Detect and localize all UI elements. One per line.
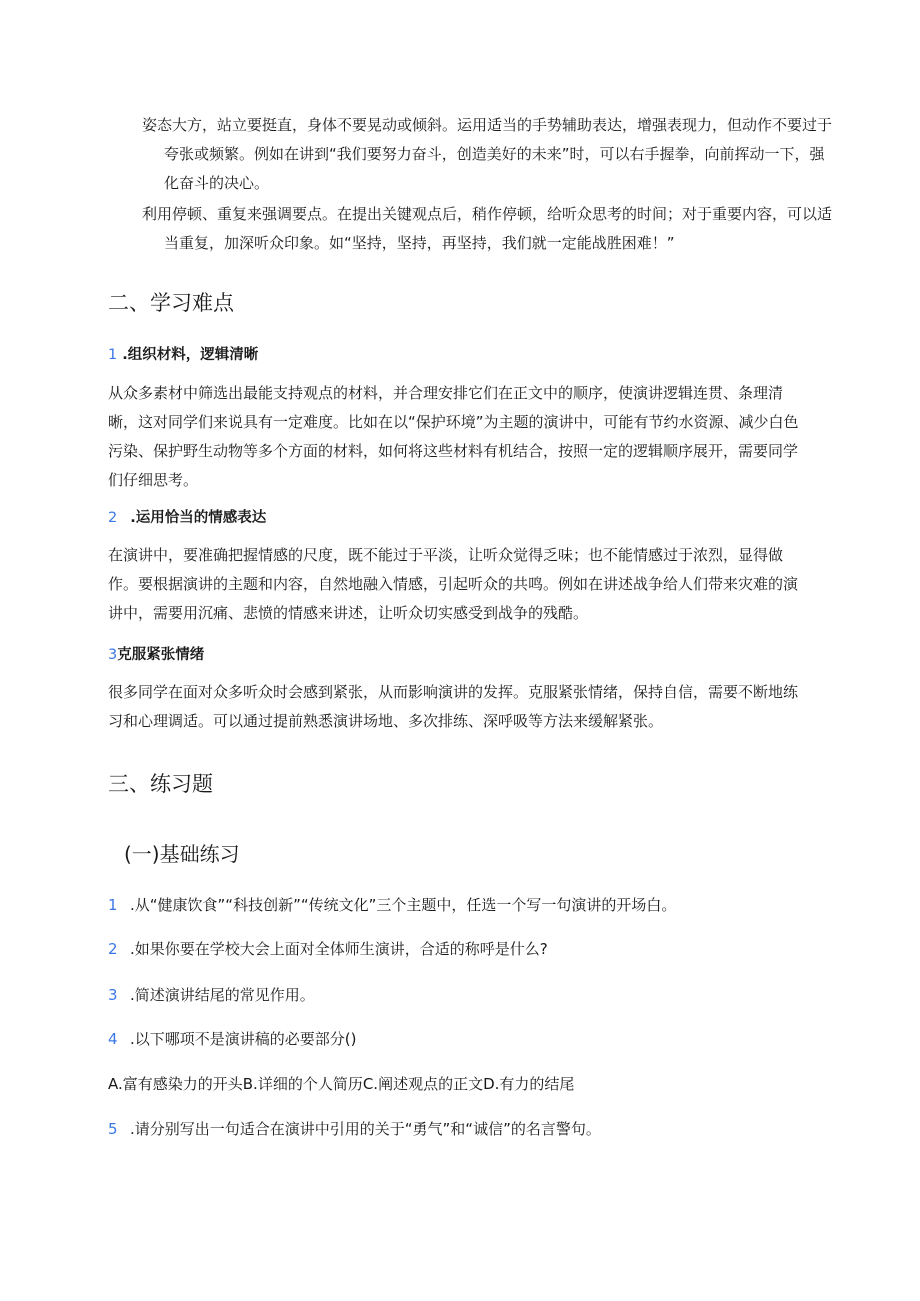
- difficulty-3-title: 克服紧张情绪: [117, 647, 205, 663]
- question-3-text: .简述演讲结尾的常见作用。: [130, 986, 315, 1004]
- difficulty-1-title: .组织材料，逻辑清晰: [122, 347, 259, 363]
- question-4: [108, 1027, 356, 1051]
- question-5-text: .请分别写出一句适合在演讲中引用的关于“勇气”和“诚信”的名言警句。: [130, 1120, 601, 1138]
- paragraph-posture: 姿态大方，站立要挺直，身体不要晃动或倾斜。运用适当的手势辅助表达，增强表现力，但动作不要过于夸张或频繁。例如在讲到“我们要努力奋斗，创造美好的未来”时，可以右手握拳，向前挥动一下，强化奋斗的决心。: [142, 116, 833, 192]
- question-5-number: 5: [108, 1120, 118, 1138]
- difficulty-2-title: .运用恰当的情感表达: [130, 510, 267, 526]
- difficulty-2-body: 在演讲中，要准确把握情感的尺度，既不能过于平淡，让听众觉得乏味；也不能情感过于浓烈，显得做作。要根据演讲的主题和内容，自然地融入情感，引起听众的共鸣。例如在讲述战争给人们带来灾难的演讲中，需要用沉痛、悲愤的情感来讲述，让听众切实感受到战争的残酷。: [108, 546, 799, 622]
- difficulty-2-number: 2: [108, 510, 118, 526]
- question-4-text: .以下哪项不是演讲稿的必要部分(): [130, 1030, 357, 1048]
- question-4-number: 4: [108, 1030, 118, 1048]
- difficulty-2-heading: [108, 506, 266, 530]
- question-5: [108, 1117, 601, 1141]
- difficulty-3-heading: [108, 643, 204, 667]
- question-3-number: 3: [108, 986, 118, 1004]
- question-2: [108, 937, 548, 961]
- difficulty-1-body: 从众多素材中筛选出最能支持观点的材料，并合理安排它们在正文中的顺序，使演讲逻辑连贯、条理清晰，这对同学们来说具有一定难度。比如在以“保护环境”为主题的演讲中，可能有节约水资源、减少白色污染、保护野生动物等多个方面的材料，如何将这些材料有机结合，按照一定的逻辑顺序展开，需要同学们仔细思考。: [108, 384, 799, 489]
- question-4-options: A.富有感染力的开头B.详细的个人简历C.阐述观点的正文D.有力的结尾: [108, 1075, 575, 1093]
- difficulty-3-body: 很多同学在面对众多听众时会感到紧张，从而影响演讲的发挥。克服紧张情绪，保持自信，需要不断地练习和心理调适。可以通过提前熟悉演讲场地、多次排练、深呼吸等方法来缓解紧张。: [108, 683, 799, 730]
- difficulty-3-number: 3: [108, 647, 118, 663]
- difficulty-1-number: 1: [108, 347, 118, 363]
- question-1-text: .从“健康饮食”“科技创新”“传统文化”三个主题中，任选一个写一句演讲的开场白。: [130, 896, 677, 914]
- section-heading-exercises: 三、练习题: [108, 772, 213, 796]
- paragraph-pause-repeat: 利用停顿、重复来强调要点。在提出关键观点后，稍作停顿，给听众思考的时间；对于重要内容，可以适当重复，加深听众印象。如“坚持，坚持，再坚持，我们就一定能战胜困难！”: [142, 205, 833, 252]
- difficulty-1-heading: [108, 343, 258, 367]
- question-1-number: 1: [108, 896, 118, 914]
- subsection-heading-basic: (一)基础练习: [124, 842, 240, 866]
- question-2-number: 2: [108, 940, 118, 958]
- question-3: [108, 983, 315, 1007]
- question-2-text: .如果你要在学校大会上面对全体师生演讲，合适的称呼是什么?: [130, 940, 548, 958]
- section-heading-difficulties: 二、学习难点: [108, 291, 234, 315]
- question-1: [108, 893, 676, 917]
